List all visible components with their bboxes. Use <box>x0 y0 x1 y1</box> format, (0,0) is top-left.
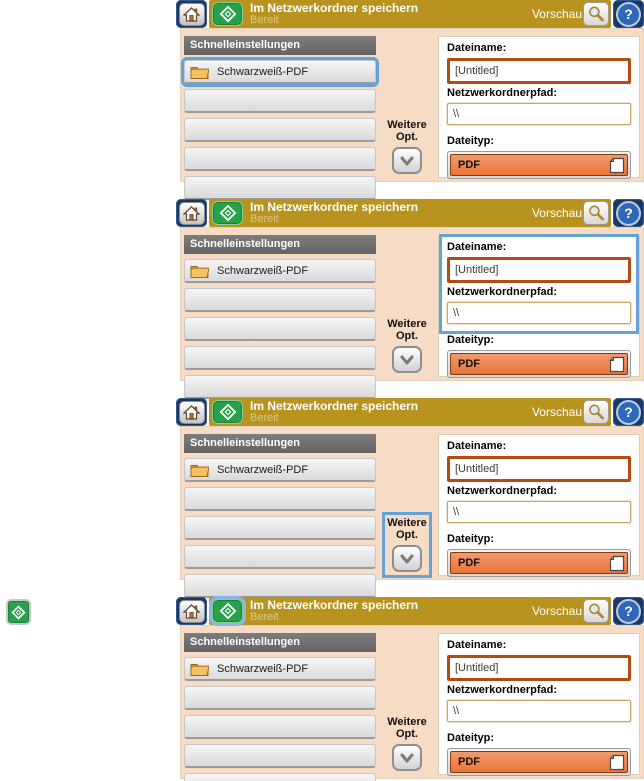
quickset-empty-row <box>184 487 376 511</box>
quickset-empty-row <box>184 118 376 142</box>
quickset-item-label: Schwarzweiß-PDF <box>217 662 309 675</box>
quicksets-heading: Schnelleinstellungen <box>184 36 376 55</box>
more-options-label <box>387 517 427 542</box>
home-icon <box>179 600 205 623</box>
fields-group <box>442 237 636 331</box>
quickset-empty-row <box>184 744 376 768</box>
folder-icon <box>190 662 209 676</box>
filetype-label: Dateityp: <box>447 135 495 147</box>
start-button[interactable] <box>212 2 243 26</box>
start-icon <box>219 403 237 421</box>
filename-input[interactable] <box>447 456 631 482</box>
quickset-empty-row <box>184 715 376 739</box>
help-button[interactable] <box>613 199 644 227</box>
screen-title: Im Netzwerkordner speichern <box>250 597 419 612</box>
screen-title: Im Netzwerkordner speichern <box>250 0 419 15</box>
home-button[interactable] <box>176 199 207 227</box>
folder-icon <box>190 65 209 79</box>
more-options-line2: Opt. <box>395 728 418 741</box>
fields-panel <box>438 434 640 576</box>
filename-label: Dateiname: <box>447 42 507 54</box>
filetype-value: PDF <box>458 557 480 569</box>
status-text: Bereit <box>250 212 279 225</box>
path-value: \\ <box>453 506 460 518</box>
help-button[interactable] <box>613 0 644 28</box>
chevron-down-icon <box>398 552 416 566</box>
screen-header <box>176 597 644 625</box>
preview-label: Vorschau <box>531 7 582 21</box>
folder-icon <box>190 463 209 477</box>
status-text: Bereit <box>250 411 279 424</box>
home-button[interactable] <box>176 0 207 28</box>
preview-label: Vorschau <box>531 405 582 419</box>
screen-header <box>176 199 644 227</box>
fields-panel <box>438 633 640 775</box>
start-button[interactable] <box>212 400 243 424</box>
quickset-empty-row <box>184 574 376 598</box>
more-options-line2: Opt. <box>395 529 418 542</box>
more-options-column <box>376 633 438 778</box>
more-options-column <box>376 434 438 579</box>
start-button[interactable] <box>212 201 243 225</box>
more-options-column <box>376 235 438 380</box>
document-icon <box>609 356 625 373</box>
start-icon <box>219 5 237 23</box>
quickset-item[interactable] <box>184 657 376 681</box>
quickset-empty-row <box>184 89 376 113</box>
quickset-item-label: Schwarzweiß-PDF <box>217 65 309 78</box>
preview-button[interactable] <box>583 400 609 424</box>
more-options-button[interactable] <box>392 346 422 373</box>
filetype-dropdown[interactable] <box>447 350 631 378</box>
filetype-dropdown[interactable] <box>447 151 631 179</box>
filename-value: [Untitled] <box>455 662 499 674</box>
more-options-label <box>387 119 427 144</box>
more-options-line1: Weitere <box>387 715 427 728</box>
printer-screen-panel <box>176 398 644 581</box>
screen-header <box>176 398 644 426</box>
path-label: Netzwerkordnerpfad: <box>447 286 558 298</box>
more-options-button[interactable] <box>392 545 422 572</box>
home-icon <box>179 3 205 26</box>
more-options-line1: Weitere <box>387 317 427 330</box>
path-input[interactable] <box>447 501 631 523</box>
fields-group <box>442 436 636 530</box>
more-options-column <box>376 36 438 181</box>
printer-screen-panel <box>176 0 644 183</box>
header-bar <box>209 199 611 227</box>
start-icon <box>219 602 237 620</box>
quickset-empty-row <box>184 516 376 540</box>
printer-screen-panel <box>176 199 644 382</box>
screen-body <box>180 227 644 381</box>
printer-screen-panel <box>176 597 644 780</box>
more-options-line2: Opt. <box>395 330 418 343</box>
quicksets-heading: Schnelleinstellungen <box>184 235 376 254</box>
more-options-line1: Weitere <box>387 516 427 529</box>
help-button[interactable] <box>613 597 644 625</box>
home-button[interactable] <box>176 597 207 625</box>
document-icon <box>609 555 625 572</box>
fields-group <box>442 635 636 729</box>
path-input[interactable] <box>447 302 631 324</box>
quicksets-heading: Schnelleinstellungen <box>184 633 376 652</box>
quicksets-list <box>184 434 376 579</box>
filetype-dropdown[interactable] <box>447 748 631 776</box>
preview-label: Vorschau <box>531 206 582 220</box>
path-value: \\ <box>453 705 460 717</box>
start-icon <box>6 599 31 625</box>
screenshot-stack <box>176 0 644 781</box>
filename-label: Dateiname: <box>447 639 507 651</box>
filetype-dropdown[interactable] <box>447 549 631 577</box>
quickset-item[interactable] <box>184 259 376 283</box>
more-options-label <box>387 318 427 343</box>
path-input[interactable] <box>447 700 631 722</box>
path-label: Netzwerkordnerpfad: <box>447 87 558 99</box>
path-input[interactable] <box>447 103 631 125</box>
home-icon <box>179 202 205 225</box>
filetype-value: PDF <box>458 358 480 370</box>
screen-body <box>180 28 644 182</box>
more-options <box>385 117 429 177</box>
filename-value: [Untitled] <box>455 264 499 276</box>
preview-button[interactable] <box>583 201 609 225</box>
more-options-label <box>387 716 427 741</box>
preview-button[interactable] <box>583 599 609 623</box>
home-button[interactable] <box>176 398 207 426</box>
more-options-button[interactable] <box>392 147 422 174</box>
help-icon: ? <box>616 599 641 624</box>
screen-header <box>176 0 644 28</box>
quickset-empty-row <box>184 346 376 370</box>
status-text: Bereit <box>250 13 279 26</box>
quickset-empty-row <box>184 686 376 710</box>
quickset-item[interactable] <box>184 458 376 482</box>
folder-icon <box>190 264 209 278</box>
header-bar <box>209 398 611 426</box>
magnifier-icon <box>587 602 605 620</box>
quickset-empty-row <box>184 773 376 781</box>
help-icon: ? <box>616 201 641 226</box>
status-text: Bereit <box>250 610 279 623</box>
preview-label: Vorschau <box>531 604 582 618</box>
home-icon <box>179 401 205 424</box>
quickset-item[interactable] <box>184 60 376 84</box>
help-icon: ? <box>616 400 641 425</box>
chevron-down-icon <box>398 154 416 168</box>
fields-panel <box>438 235 640 377</box>
more-options-button[interactable] <box>392 744 422 771</box>
header-bar <box>209 597 611 625</box>
filename-value: [Untitled] <box>455 65 499 77</box>
quickset-empty-row <box>184 288 376 312</box>
screen-body <box>180 625 644 779</box>
filename-label: Dateiname: <box>447 440 507 452</box>
filename-label: Dateiname: <box>447 241 507 253</box>
help-button[interactable] <box>613 398 644 426</box>
fields-group <box>442 38 636 132</box>
document-icon <box>609 157 625 174</box>
filetype-label: Dateityp: <box>447 334 495 346</box>
filetype-label: Dateityp: <box>447 533 495 545</box>
fields-panel <box>438 36 640 178</box>
chevron-down-icon <box>398 751 416 765</box>
chevron-down-icon <box>398 353 416 367</box>
quicksets-list <box>184 36 376 181</box>
quicksets-heading: Schnelleinstellungen <box>184 434 376 453</box>
quickset-item-label: Schwarzweiß-PDF <box>217 463 309 476</box>
more-options-line2: Opt. <box>395 131 418 144</box>
quickset-item-label: Schwarzweiß-PDF <box>217 264 309 277</box>
header-bar <box>209 0 611 28</box>
filename-input[interactable] <box>447 58 631 84</box>
quickset-empty-row <box>184 147 376 171</box>
quickset-empty-row <box>184 545 376 569</box>
more-options <box>385 714 429 774</box>
filename-value: [Untitled] <box>455 463 499 475</box>
filetype-value: PDF <box>458 756 480 768</box>
more-options <box>385 316 429 376</box>
preview-button[interactable] <box>583 2 609 26</box>
screen-body <box>180 426 644 580</box>
quicksets-list <box>184 633 376 778</box>
help-icon: ? <box>616 2 641 27</box>
screen-title: Im Netzwerkordner speichern <box>250 398 419 413</box>
quickset-empty-row <box>184 317 376 341</box>
filename-input[interactable] <box>447 655 631 681</box>
quickset-empty-row <box>184 375 376 399</box>
quicksets-list <box>184 235 376 380</box>
path-label: Netzwerkordnerpfad: <box>447 485 558 497</box>
filename-input[interactable] <box>447 257 631 283</box>
magnifier-icon <box>587 204 605 222</box>
path-value: \\ <box>453 307 460 319</box>
magnifier-icon <box>587 5 605 23</box>
path-value: \\ <box>453 108 460 120</box>
path-label: Netzwerkordnerpfad: <box>447 684 558 696</box>
filetype-label: Dateityp: <box>447 732 495 744</box>
start-icon <box>219 204 237 222</box>
document-icon <box>609 754 625 771</box>
quickset-empty-row <box>184 176 376 200</box>
start-button[interactable] <box>212 599 243 623</box>
more-options-line1: Weitere <box>387 118 427 131</box>
magnifier-icon <box>587 403 605 421</box>
filetype-value: PDF <box>458 159 480 171</box>
more-options <box>385 515 429 575</box>
screen-title: Im Netzwerkordner speichern <box>250 199 419 214</box>
